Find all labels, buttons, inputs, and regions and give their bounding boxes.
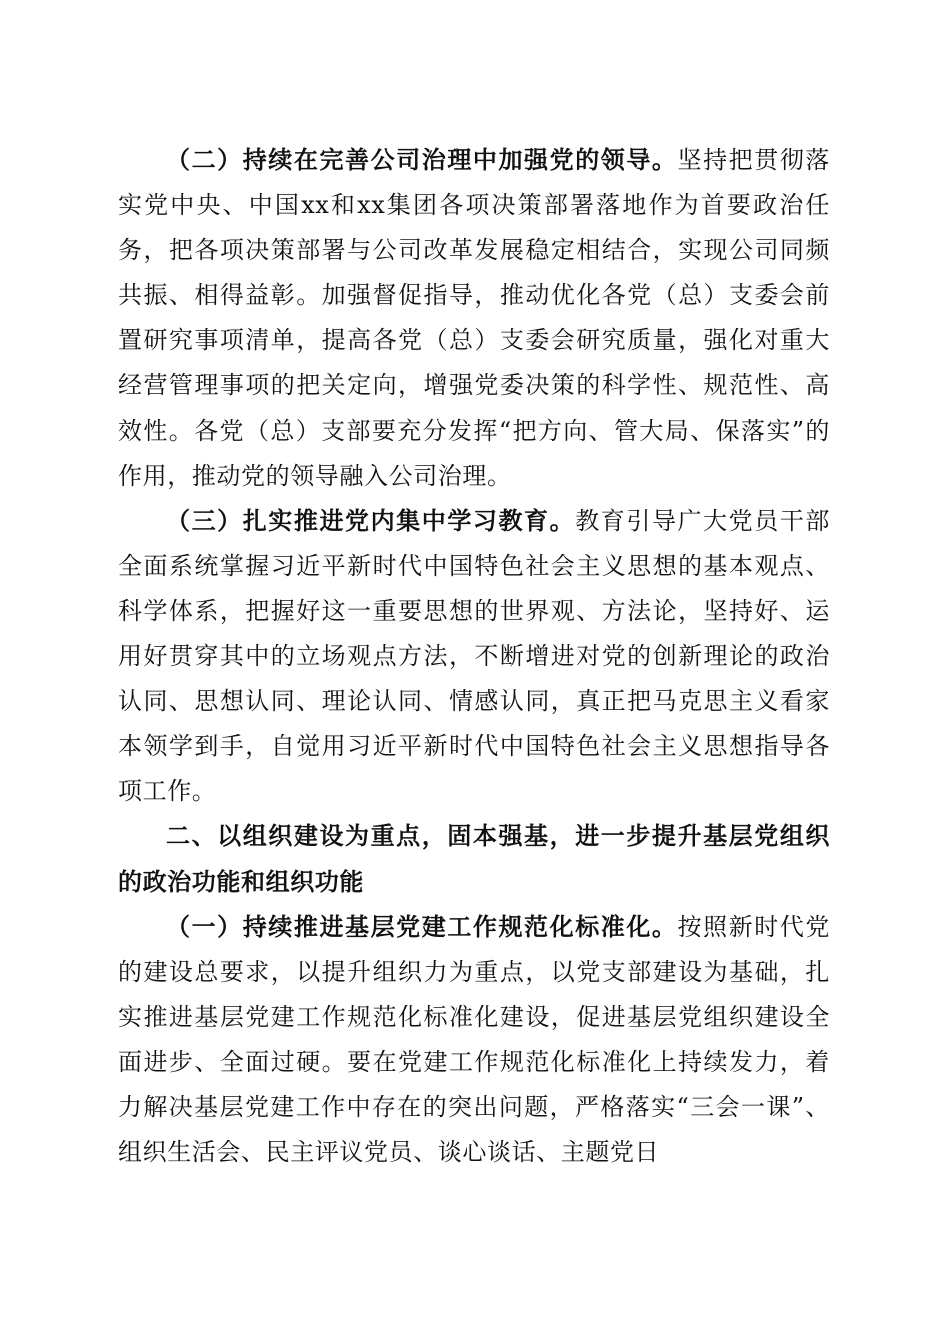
paragraph-standardization xyxy=(118,905,830,1176)
section-heading: 二、以组织建设为重点，固本强基，进一步提升基层党组织的政治功能和组织功能 xyxy=(118,822,830,896)
paragraph-lead: （一）持续推进基层党建工作规范化标准化。 xyxy=(166,912,678,941)
paragraph-study-education xyxy=(118,499,830,815)
paragraph-text: 教育引导广大党员干部全面系统掌握习近平新时代中国特色社会主义思想的基本观点、科学体系，把握好这一重要思想的世界观、方法论，坚持好、运用好贯穿其中的立场观点方法，不断增进对党的创新理论的政治认同、思想认同、理论认同、情感认同，真正把马克思主义看家本领学到手，自觉用习近平新时代中国特色社会主义思想指导各项工作。 xyxy=(118,506,830,806)
document-body xyxy=(118,138,830,1175)
paragraph-lead: （三）扎实推进党内集中学习教育。 xyxy=(166,506,576,535)
paragraph-text: 坚持把贯彻落实党中央、中国xx和xx集团各项决策部署落地作为首要政治任务，把各项决策部署与公司改革发展稳定相结合，实现公司同频共振、相得益彰。加强督促指导，推动优化各党（总）支委会前置研究事项清单，提高各党（总）支委会研究质量，强化对重大经营管理事项的把关定向，增强党委决策的科学性、规范性、高效性。各党（总）支部要充分发挥“把方向、管大局、保落实”的作用，推动党的领导融入公司治理。 xyxy=(118,146,830,490)
paragraph-lead: （二）持续在完善公司治理中加强党的领导。 xyxy=(166,146,678,174)
paragraph-text: 按照新时代党的建设总要求，以提升组织力为重点，以党支部建设为基础，扎实推进基层党建工作规范化标准化建设，促进基层党组织建设全面进步、全面过硬。要在党建工作规范化标准化上持续发力，着力解决基层党建工作中存在的突出问题，严格落实“三会一课”、组织生活会、民主评议党员、谈心谈话、主题党日 xyxy=(118,912,830,1167)
paragraph-company-governance xyxy=(118,138,830,499)
